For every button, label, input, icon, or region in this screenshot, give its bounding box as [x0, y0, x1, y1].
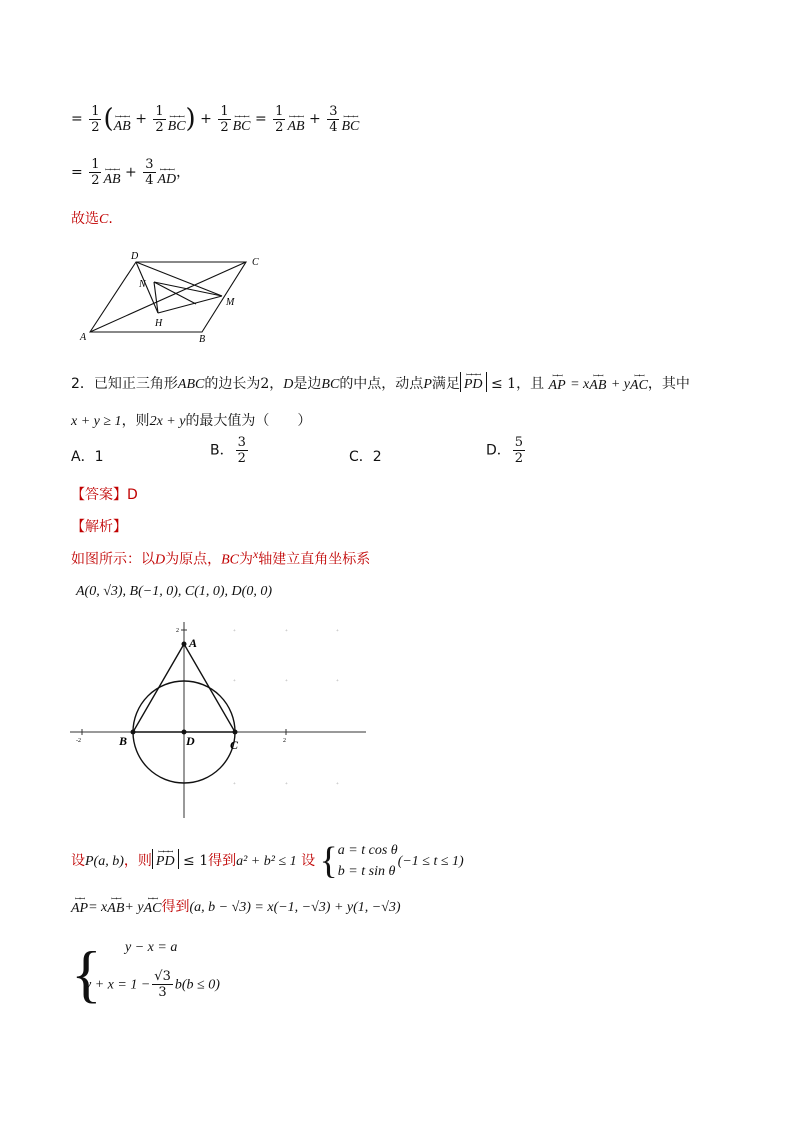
fraction-half: $\frac{1}{2}$ [275, 103, 284, 135]
fraction-half: $\frac{1}{2}$ [91, 103, 100, 135]
option-c[interactable]: C．2 [349, 449, 382, 465]
parallelogram-figure [78, 248, 278, 348]
vector-ab: ꟷꟷꟷ AB [113, 113, 131, 134]
coordinate-figure [70, 618, 370, 818]
vector-bc: ꟷꟷꟷ BC [167, 113, 186, 134]
svg-text:+: + [233, 679, 236, 684]
svg-text:+: + [336, 679, 339, 684]
vector-ad: ꟷꟷꟷ AD [157, 166, 177, 187]
label-n: N [139, 279, 146, 290]
option-a[interactable]: A．1 [71, 449, 104, 465]
label-h: H [155, 318, 163, 329]
option-d[interactable]: D． $\frac{5}{2}$ [486, 435, 524, 466]
question-2-line-1: 2．已知正三角形ABC的边长为2，D是边BC的中点，动点P满足 ꟷꟷꟷ PD ≤ 1，且 ꟷꟷ AP = x ꟷꟷ AB + y ꟷꟷ AC ，其中 [71, 371, 690, 393]
svg-text:+: + [285, 629, 288, 634]
equation-line-1: = $\frac{1}{2}$ ( ꟷꟷꟷ AB + $\frac{1}{2}$ ꟷꟷꟷ BC ) + $\frac{1}{2}$ ꟷꟷꟷ BC = $\frac{1}{2}$ ꟷꟷꟷ AB + $\frac{3}{4}$ ꟷꟷꟷ BC [71, 103, 360, 135]
abs-pd: ꟷꟷꟷ PD [460, 372, 487, 392]
tick-label-x-neg2: -2 [76, 738, 81, 744]
tick-label-x2: 2 [283, 738, 286, 744]
vector-ab: ꟷꟷꟷ AB [287, 113, 305, 134]
coordinates-line: A(0, √3), B(−1, 0), C(1, 0), D(0, 0) [76, 584, 272, 599]
svg-text:+: + [336, 629, 339, 634]
vector-bc: ꟷꟷꟷ BC [341, 113, 360, 134]
tick-label-y2: 2 [176, 628, 179, 634]
setup-line: 如图所示：以D为原点，BC为$^x$轴建立直角坐标系 [71, 548, 371, 568]
point-c [233, 730, 238, 735]
label-a: A [80, 332, 87, 343]
answer-line [71, 484, 138, 504]
label-b: B [199, 334, 206, 345]
label-a: A [189, 636, 198, 650]
answer-tag: 【答案】 [71, 487, 127, 503]
option-b[interactable]: B． $\frac{3}{2}$ [210, 435, 246, 466]
point-a [182, 642, 187, 647]
step-2-line: ꟷꟷ AP = x ꟷꟷ AB + y ꟷꟷ AC 得到(a, b − √3) = x(−1, −√3) + y(1, −√3) [71, 895, 401, 916]
segment-hm [158, 296, 222, 313]
vector-ab: ꟷꟷꟷ AB [103, 166, 121, 187]
svg-text:+: + [233, 629, 236, 634]
segment-nm [154, 282, 222, 296]
equals-sign: = [71, 111, 83, 127]
vector-bc: ꟷꟷꟷ BC [232, 113, 251, 134]
fraction-three-fourths: $\frac{3}{4}$ [145, 157, 154, 188]
question-2-line-2: x + y ≥ 1，则2x + y的最大值为（ ） [71, 413, 312, 429]
fraction-three-fourths: $\frac{3}{4}$ [329, 103, 338, 135]
fraction-half: $\frac{1}{2}$ [91, 157, 100, 188]
paren-close: ) [185, 104, 196, 134]
svg-text:+: + [285, 679, 288, 684]
answer-value: D [127, 487, 138, 503]
label-m: M [226, 297, 235, 308]
point-b [131, 730, 136, 735]
label-d: D [186, 734, 195, 748]
label-b: B [119, 734, 128, 748]
step-1-line: 设P(a, b)，则 ꟷꟷꟷ PD ≤ 1得到a² + b² ≤ 1 设 { a = t cos θ b = t sin θ (−1 ≤ t ≤ 1) [71, 840, 464, 882]
fraction-half: $\frac{1}{2}$ [155, 103, 164, 135]
label-c: C [230, 738, 239, 752]
svg-text:+: + [285, 782, 288, 787]
fraction-half: $\frac{1}{2}$ [220, 103, 229, 135]
svg-text:+: + [336, 782, 339, 787]
label-d: D [131, 251, 139, 262]
answer-select-line: 故选C. [71, 211, 113, 227]
label-c: C [252, 257, 259, 268]
paren-open: ( [103, 104, 114, 134]
equation-line-2: = $\frac{1}{2}$ ꟷꟷꟷ AB + $\frac{3}{4}$ ꟷꟷꟷ AD ， [71, 157, 191, 188]
analysis-tag: 【解析】 [71, 519, 127, 535]
svg-text:+: + [233, 782, 236, 787]
